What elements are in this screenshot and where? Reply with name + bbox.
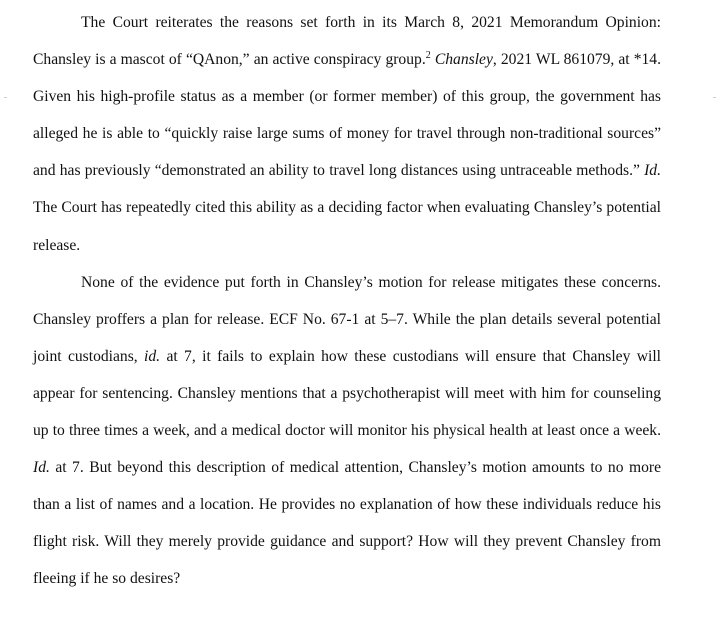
footnote-ref-2: 2 <box>425 50 431 62</box>
text-run: None of the evidence put forth in Chansley’s motion for release mitigates these concerns. Chansley proffers a plan for release. ECF No. 67-1 at 5–7. While the plan details several potential joint custodians, <box>33 273 661 365</box>
scan-mark-left <box>4 97 7 98</box>
text-run: The Court reiterates the reasons set forth in its March 8, 2021 Memorandum Opinion: Chansley is a mascot of “QAnon,” an active conspiracy group. <box>33 14 661 69</box>
paragraph-evidence <box>33 264 661 598</box>
paragraph-reasons <box>33 4 661 264</box>
citation-id: Id. <box>644 162 661 180</box>
text-run: The Court has repeatedly cited this ability as a deciding factor when evaluating Chansley’s potential release. <box>33 199 661 254</box>
case-citation-chansley: Chansley <box>434 51 493 69</box>
text-run: , 2021 WL 861079, at *14. Given his high-profile status as a member (or former member) of this group, the government has alleged he is able to “quickly raise large sums of money for travel through non-traditional sources” and has previously “demonstrated an ability to travel long distances using untraceable methods.” <box>33 51 662 180</box>
citation-id: Id. <box>33 459 50 477</box>
text-run: at 7, it fails to explain how these custodians will ensure that Chansley will appear for sentencing. Chansley mentions that a psychotherapist will meet with him for counseling up to three times a week, and a medical doctor will monitor his physical health at least once a week. <box>33 347 661 440</box>
document-body <box>33 4 661 598</box>
citation-id: id. <box>144 347 161 365</box>
scan-mark-right <box>713 97 716 98</box>
text-run: at 7. But beyond this description of medical attention, Chansley’s motion amounts to no more than a list of names and a location. He provides no explanation of how these individuals reduce his flight risk. Will they merely provide guidance and support? How will they prevent Chansley from fleeing if he so desires? <box>33 459 661 588</box>
